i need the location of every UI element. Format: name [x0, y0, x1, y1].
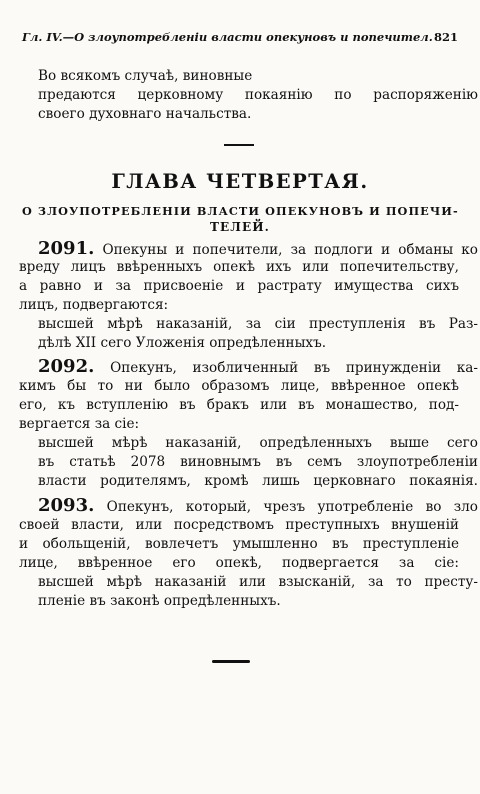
article-2093-line: лице, ввѣренное его опекѣ, подвергается за сiе:	[19, 555, 459, 571]
article-2091-line: высшей мѣрѣ наказанiй, за сiи преступленiя въ Раз-	[38, 316, 478, 332]
article-2091-line: 2091. Опекуны и попечители, за подлоги и обманы ко	[38, 238, 478, 259]
article-2091-line: лицъ, подвергаются:	[19, 297, 169, 313]
intro-line: своего духовнаго начальства.	[38, 106, 252, 122]
article-number: 2092.	[38, 356, 95, 377]
intro-line: Во всякомъ случаѣ, виновные	[38, 68, 253, 84]
intro-line: предаются церковному покаянiю по распоряженiю	[38, 87, 478, 103]
article-2093-line: высшей мѣрѣ наказанiй или взысканiй, за то престу-	[38, 574, 478, 590]
article-2091-line: вреду лицъ ввѣренныхъ опекѣ ихъ или попечительству,	[19, 259, 459, 275]
running-header	[22, 30, 458, 44]
article-2092-line: высшей мѣрѣ наказанiй, опредѣленныхъ выше сего	[38, 435, 478, 451]
article-2091-line: дѣлѣ XII сего Уложенiя опредѣленныхъ.	[38, 335, 327, 351]
article-2092-line: власти родителямъ, кромѣ лишь церковнаго покаянiя.	[38, 473, 478, 489]
article-2092-line: кимъ бы то ни было образомъ лице, ввѣренное опекѣ	[19, 378, 459, 394]
chapter-subtitle-cont: ТЕЛЕЙ.	[210, 220, 270, 234]
page-number: 821	[433, 30, 458, 44]
separator-rule	[224, 144, 254, 146]
article-2092-line: вергается за сiе:	[19, 416, 140, 432]
article-2092-line: 2092. Опекунъ, изобличенный въ принужденiи ка-	[38, 356, 478, 377]
chapter-subtitle: О ЗЛОУПОТРЕБЛЕНIИ ВЛАСТИ ОПЕКУНОВЪ И ПОПЕЧИ-	[22, 204, 459, 218]
article-2092-line: въ статьѣ 2078 виновнымъ въ семъ злоупотребленiи	[38, 454, 478, 470]
end-rule	[212, 660, 250, 663]
article-2092-line: его, къ вступленiю въ бракъ или въ монашество, под-	[19, 397, 459, 413]
article-2093-line: и обольщенiй, вовлечетъ умышленно въ преступленiе	[19, 536, 459, 552]
article-2093-line: 2093. Опекунъ, который, чрезъ употребленiе во зло	[38, 495, 478, 516]
article-2093-line: пленiе въ законѣ опредѣленныхъ.	[38, 593, 281, 609]
article-2091-line: а равно и за присвоенiе и растрату имущества сихъ	[19, 278, 459, 294]
chapter-title: ГЛАВА ЧЕТВЕРТАЯ.	[111, 170, 369, 193]
article-2093-line: своей власти, или посредствомъ преступныхъ внушенiй	[19, 517, 459, 533]
article-number: 2093.	[38, 495, 95, 516]
article-number: 2091.	[38, 238, 95, 259]
running-title: Гл. IV.—О злоупотребленiи власти опекуновъ и попечител.	[22, 30, 433, 44]
